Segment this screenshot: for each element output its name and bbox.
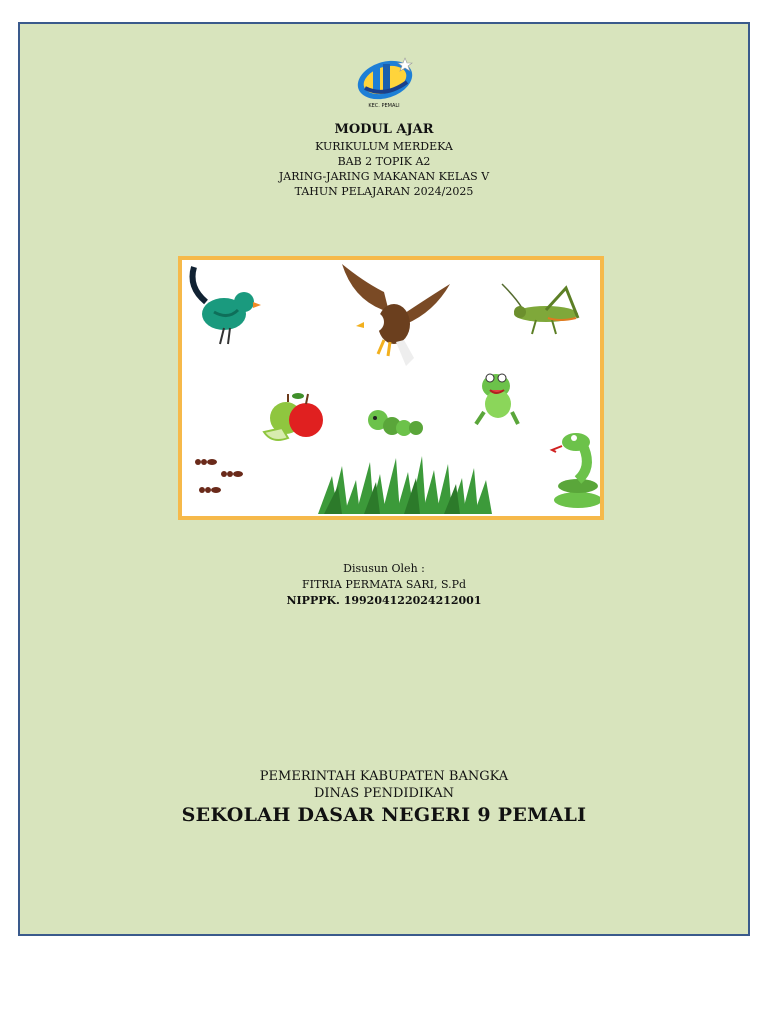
caterpillar-icon [366,406,426,442]
apple-icon [260,388,330,446]
government-name: PEMERINTAH KABUPATEN BANGKA [259,769,509,784]
curriculum-line: KURIKULUM MERDEKA [315,140,453,153]
author-id: NIPPPK. 199204122024212001 [286,594,482,607]
grasshopper-icon [496,278,592,342]
food-web-illustration [178,256,604,520]
compiled-by-label: Disusun Oleh : [343,562,425,575]
frog-icon [472,364,524,428]
ant-icon [192,454,252,500]
topic-line: JARING-JARING MAKANAN KELAS V [278,170,490,183]
logo-caption: KEC. PEMALI [368,103,400,109]
school-logo-icon [353,54,417,110]
department-name: DINAS PENDIDIKAN [313,786,455,801]
eagle-icon [334,262,454,370]
module-title: MODUL AJAR [334,122,434,137]
author-name: FITRIA PERMATA SARI, S.Pd [301,578,467,591]
school-year-line: TAHUN PELAJARAN 2024/2025 [294,185,474,198]
document-page [18,22,750,936]
school-name: SEKOLAH DASAR NEGERI 9 PEMALI [181,804,587,826]
grass-icon [318,456,494,516]
bird-icon [184,262,264,352]
snake-icon [548,428,604,510]
chapter-line: BAB 2 TOPIK A2 [337,155,431,168]
